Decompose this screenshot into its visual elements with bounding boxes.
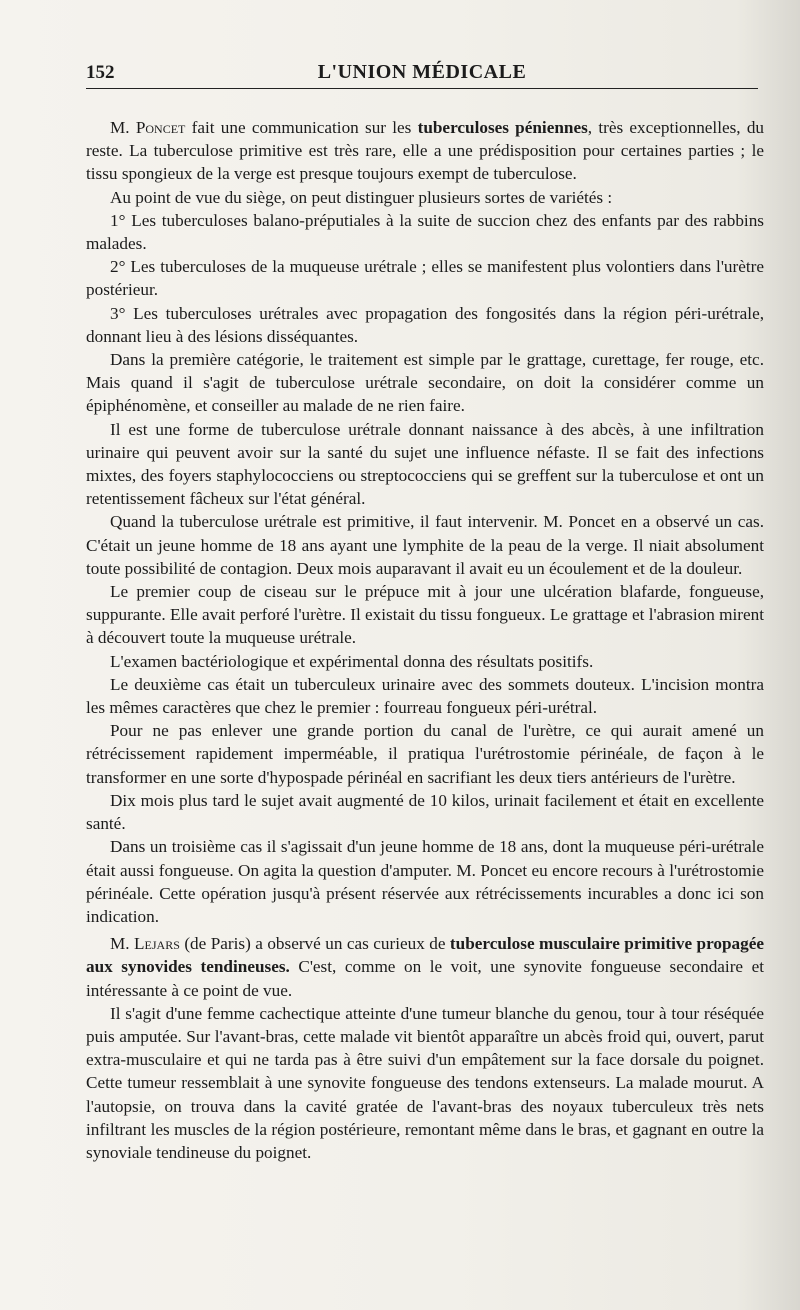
paragraph: 3° Les tuberculoses urétrales avec propagation des fongosités dans la région péri-urétrale, donnant lieu à des lésions disséquantes. bbox=[86, 303, 764, 346]
speaker-name: M. Lejars bbox=[110, 934, 180, 954]
bold-topic: tuberculose musculaire primitive propagée aux synovides tendineuses. bbox=[86, 934, 764, 977]
bold-topic: tuberculoses péniennes bbox=[417, 118, 588, 137]
running-title: L'UNION MÉDICALE bbox=[317, 61, 527, 83]
page-number: 152 bbox=[86, 62, 115, 83]
paragraph: Le premier coup de ciseau sur le prépuce mit à jour une ulcération blafarde, fongueuse, suppurante. Elle avait perforé l'urètre. Il existait du tissu fongueux. Le grattage et l'abrasion mirent à découvert toute la muqueuse urétrale. bbox=[86, 582, 764, 648]
paragraph: 1° Les tuberculoses balano-préputiales à la suite de succion chez des enfants par des rabbins malades. bbox=[86, 210, 764, 254]
article-body bbox=[86, 116, 764, 1164]
paragraph-poncet-intro: M. Poncet fait une communication sur les tuberculoses péniennes, très exceptionnelles, du reste. La tuberculose primitive est très rare, elle a une prédisposition pour certaines parties ; le tissu spongieux de la verge est presque toujours exempt de tuberculose. bbox=[86, 118, 765, 184]
running-header bbox=[86, 52, 758, 89]
paragraph: L'examen bactériologique et expérimental donna des résultats positifs. bbox=[110, 651, 594, 671]
paragraph: Quand la tuberculose urétrale est primitive, il faut intervenir. M. Poncet en a observé un cas. C'était un jeune homme de 18 ans ayant une lymphite de la peau de la verge. Il niait absolument toute possibilité de contagion. Deux mois auparavant il avait eu un écoulement et de la douleur. bbox=[86, 512, 764, 578]
paragraph: Il est une forme de tuberculose urétrale donnant naissance à des abcès, à une infiltration urinaire qui peuvent avoir sur la santé du sujet une influence néfaste. Il se fait des infections mixtes, des foyers staphylococciens ou streptococciens qui se greffent sur la tuberculose et ont un retentissement fâcheux sur l'état général. bbox=[86, 419, 764, 509]
paragraph: Pour ne pas enlever une grande portion du canal de l'urètre, ce qui aurait amené un rétrécissement rapidement imperméable, il pratiqua l'urétrostomie périnéale, de façon à le transformer en une sorte d'hypospade périnéal en sacrifiant les deux tiers antérieurs de l'urètre. bbox=[86, 721, 764, 787]
paragraph: Dans la première catégorie, le traitement est simple par le grattage, curettage, fer rouge, etc. Mais quand il s'agit de tuberculose urétrale secondaire, on doit la considérer comme un épiphénomène, et conseiller au malade de ne rien faire. bbox=[86, 350, 764, 416]
paragraph: Le deuxième cas était un tuberculeux urinaire avec des sommets douteux. L'incision montra les mêmes caractères que chez le premier : fourreau fongueux péri-urétral. bbox=[86, 674, 764, 718]
speaker-name: M. Poncet bbox=[110, 118, 186, 137]
paragraph-lejars-intro: M. Lejars (de Paris) a observé un cas curieux de tuberculose musculaire primitive propagée aux synovides tendineuses. C'est, comme on le voit, une synovite fongueuse secondaire et intéressante à ce point de vue. bbox=[86, 934, 764, 1000]
paragraph: Dix mois plus tard le sujet avait augmenté de 10 kilos, urinait facilement et était en excellente santé. bbox=[86, 790, 764, 834]
paragraph: Au point de vue du siège, on peut distinguer plusieurs sortes de variétés : bbox=[110, 187, 613, 207]
paragraph: Dans un troisième cas il s'agissait d'un jeune homme de 18 ans, dont la muqueuse péri-urétrale était aussi fongueuse. On agita la question d'amputer. M. Poncet eu encore recours à l'urétrostomie périnéale. Cette opération jusqu'à présent réservée aux rétrécissements incurables a donc ici son indication. bbox=[86, 837, 764, 926]
paragraph: Il s'agit d'une femme cachectique atteinte d'une tumeur blanche du genou, tour à tour réséquée puis amputée. Sur l'avant-bras, cette malade vit bientôt apparaître un abcès froid qui, ouvert, parut extra-musculaire et qui ne tarda pas à être suivi d'un empâtement sur la face dorsale du poignet. Cette tumeur ressemblait à une synovite fongueuse des tendons extenseurs. La malade mourut. A l'autopsie, on trouva dans la cavité gratée de l'avant-bras des noyaux tuberculeux très nets infiltrant les muscles de la région postérieure, remontant même dans le bras, et gagnant en outre la synoviale tendineuse du poignet. bbox=[86, 1003, 764, 1162]
paragraph: 2° Les tuberculoses de la muqueuse urétrale ; elles se manifestent plus volontiers dans l'urètre postérieur. bbox=[86, 257, 764, 300]
